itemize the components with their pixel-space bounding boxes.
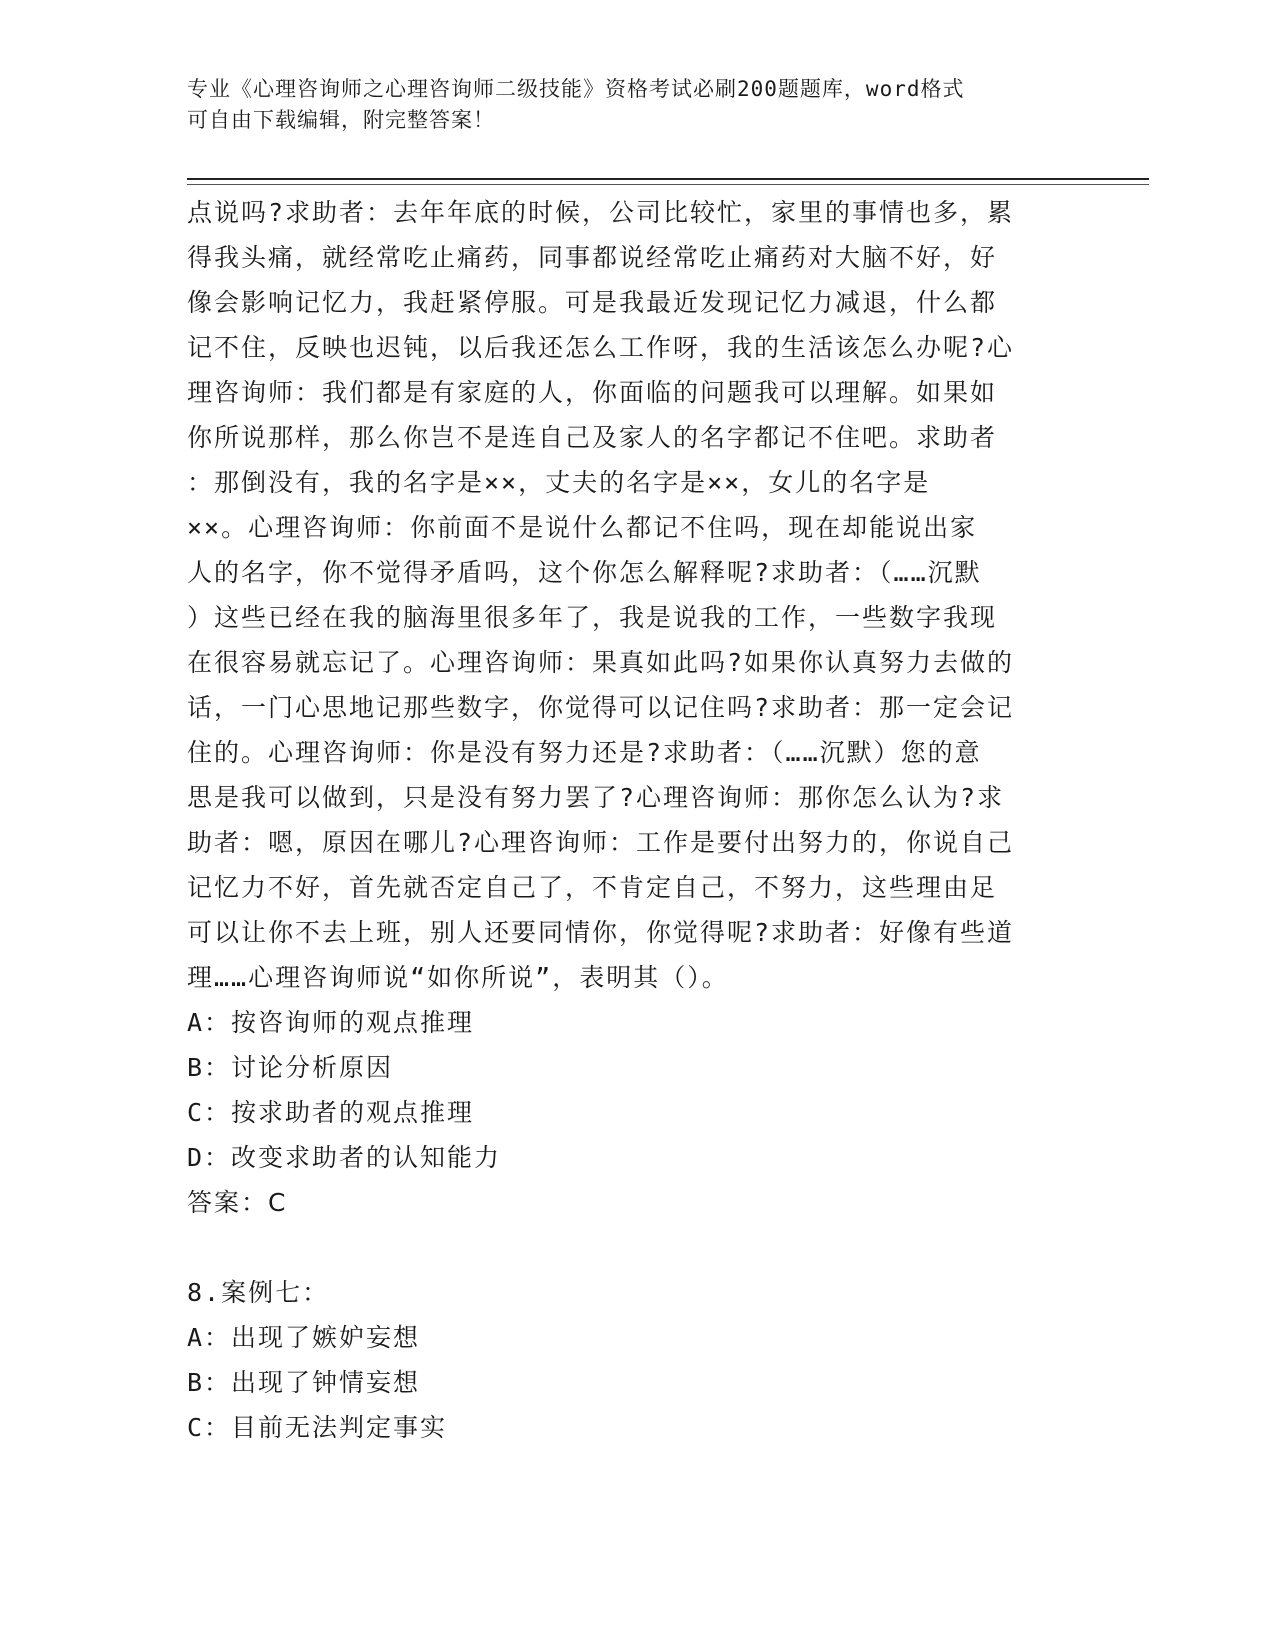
- stem-line: ：那倒没有，我的名字是××，丈夫的名字是××，女儿的名字是: [187, 468, 931, 497]
- question-8-stem: 8.案例七：: [187, 1278, 330, 1307]
- stem-line: 思是我可以做到，只是没有努力罢了?心理咨询师：那你怎么认为?求: [187, 783, 1005, 812]
- stem-line: 话，一门心思地记那些数字，你觉得可以记住吗?求助者：那一定会记: [187, 693, 1015, 722]
- header-line-1: 专业《心理咨询师之心理咨询师二级技能》资格考试必刷200题题库，word格式: [187, 77, 965, 101]
- question-7-stem: [187, 190, 1067, 1000]
- stem-line: 助者：嗯，原因在哪儿?心理咨询师：工作是要付出努力的，你说自己: [187, 828, 1015, 857]
- stem-line: 你所说那样，那么你岂不是连自己及家人的名字都记不住吧。求助者: [187, 423, 998, 452]
- stem-line: 得我头痛，就经常吃止痛药，同事都说经常吃止痛药对大脑不好，好: [187, 243, 998, 272]
- header-divider-thick: [187, 178, 1149, 180]
- stem-line: 理……心理咨询师说“如你所说”，表明其（）。: [187, 963, 729, 992]
- stem-line: 理咨询师：我们都是有家庭的人，你面临的问题我可以理解。如果如: [187, 378, 998, 407]
- stem-line: 记不住，反映也迟钝，以后我还怎么工作呀，我的生活该怎么办呢?心: [187, 333, 1015, 362]
- option-b: B：出现了钟情妄想: [187, 1368, 421, 1397]
- option-a: A：出现了嫉妒妄想: [187, 1323, 421, 1352]
- option-c: C：目前无法判定事实: [187, 1413, 448, 1442]
- document-header: [187, 74, 1067, 136]
- question-body: [187, 190, 1067, 1450]
- question-7-answer: 答案：C: [187, 1188, 288, 1217]
- stem-line: ××。心理咨询师：你前面不是说什么都记不住吗，现在却能说出家: [187, 513, 978, 542]
- stem-line: 可以让你不去上班，别人还要同情你，你觉得呢?求助者：好像有些道: [187, 918, 1015, 947]
- question-spacer: [187, 1225, 1067, 1270]
- header-line-2: 可自由下载编辑，附完整答案！: [187, 108, 495, 132]
- option-c: C：按求助者的观点推理: [187, 1098, 475, 1127]
- stem-line: ）这些已经在我的脑海里很多年了，我是说我的工作，一些数字我现: [187, 603, 998, 632]
- question-7-options: [187, 1000, 1067, 1180]
- stem-line: 像会影响记忆力，我赶紧停服。可是我最近发现记忆力减退，什么都: [187, 288, 998, 317]
- option-a: A：按咨询师的观点推理: [187, 1008, 475, 1037]
- stem-line: 人的名字，你不觉得矛盾吗，这个你怎么解释呢?求助者：（……沉默: [187, 558, 982, 587]
- option-d: D：改变求助者的认知能力: [187, 1143, 502, 1172]
- stem-line: 点说吗?求助者：去年年底的时候，公司比较忙，家里的事情也多，累: [187, 198, 1015, 227]
- stem-line: 住的。心理咨询师：你是没有努力还是?求助者：（……沉默）您的意: [187, 738, 982, 767]
- question-8-options: [187, 1315, 1067, 1450]
- stem-line: 记忆力不好，首先就否定自己了，不肯定自己，不努力，这些理由足: [187, 873, 998, 902]
- option-b: B：讨论分析原因: [187, 1053, 394, 1082]
- stem-line: 在很容易就忘记了。心理咨询师：果真如此吗?如果你认真努力去做的: [187, 648, 1015, 677]
- header-divider-thin: [187, 184, 1149, 185]
